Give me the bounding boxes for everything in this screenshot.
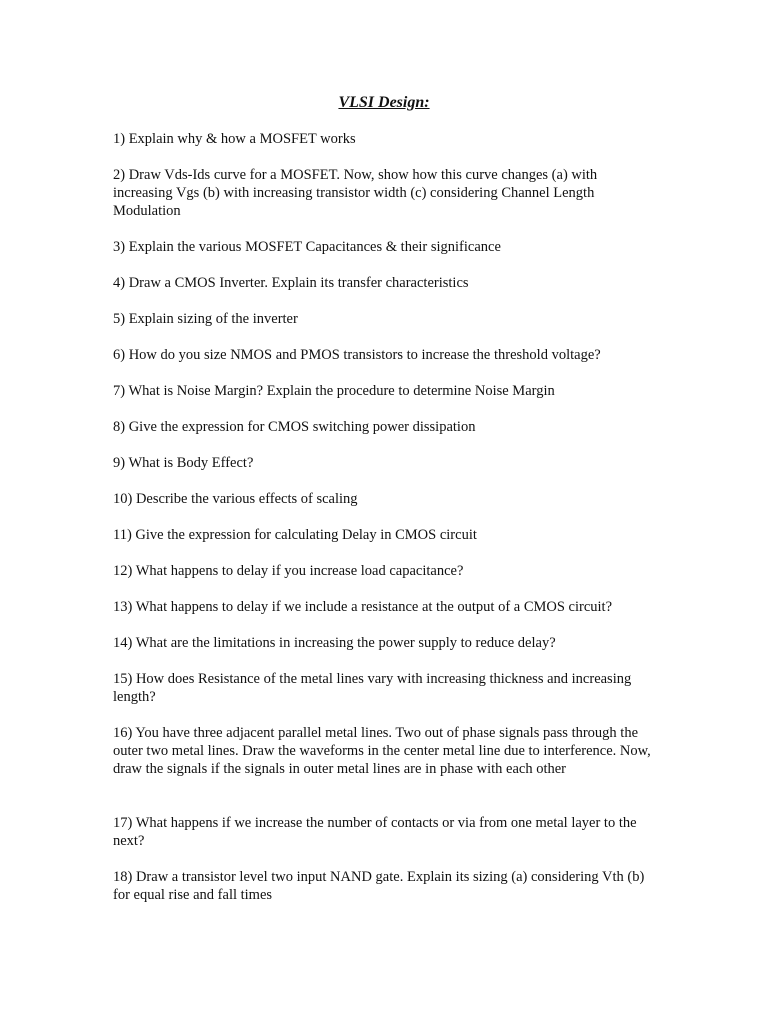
question-15: 15) How does Resistance of the metal lines vary with increasing thickness and increasing length? (113, 671, 632, 706)
question-14: 14) What are the limitations in increasing the power supply to reduce delay? (113, 635, 556, 651)
document-title: VLSI Design: (338, 94, 430, 111)
question-1: 1) Explain why & how a MOSFET works (113, 131, 356, 147)
question-18: 18) Draw a transistor level two input NAND gate. Explain its sizing (a) considering Vth (b) for equal rise and fall times (113, 869, 645, 904)
question-16: 16) You have three adjacent parallel metal lines. Two out of phase signals pass through the outer two metal lines. Draw the waveforms in the center metal line due to interference. Now, draw the signals if the signals in outer metal lines are in phase with each other (113, 725, 651, 778)
question-5: 5) Explain sizing of the inverter (113, 311, 298, 327)
question-6: 6) How do you size NMOS and PMOS transistors to increase the threshold voltage? (113, 347, 601, 363)
question-2: 2) Draw Vds-Ids curve for a MOSFET. Now, show how this curve changes (a) with increasing Vgs (b) with increasing transistor width (c) considering Channel Length Modulation (113, 167, 598, 220)
question-3: 3) Explain the various MOSFET Capacitances & their significance (113, 239, 501, 255)
question-8: 8) Give the expression for CMOS switching power dissipation (113, 419, 476, 435)
question-4: 4) Draw a CMOS Inverter. Explain its transfer characteristics (113, 275, 469, 291)
question-10: 10) Describe the various effects of scaling (113, 491, 358, 507)
question-9: 9) What is Body Effect? (113, 455, 254, 471)
question-12: 12) What happens to delay if you increase load capacitance? (113, 563, 464, 579)
question-11: 11) Give the expression for calculating Delay in CMOS circuit (113, 527, 477, 543)
question-17: 17) What happens if we increase the number of contacts or via from one metal layer to the next? (113, 815, 637, 850)
question-13: 13) What happens to delay if we include a resistance at the output of a CMOS circuit? (113, 599, 613, 615)
question-7: 7) What is Noise Margin? Explain the procedure to determine Noise Margin (113, 383, 555, 399)
